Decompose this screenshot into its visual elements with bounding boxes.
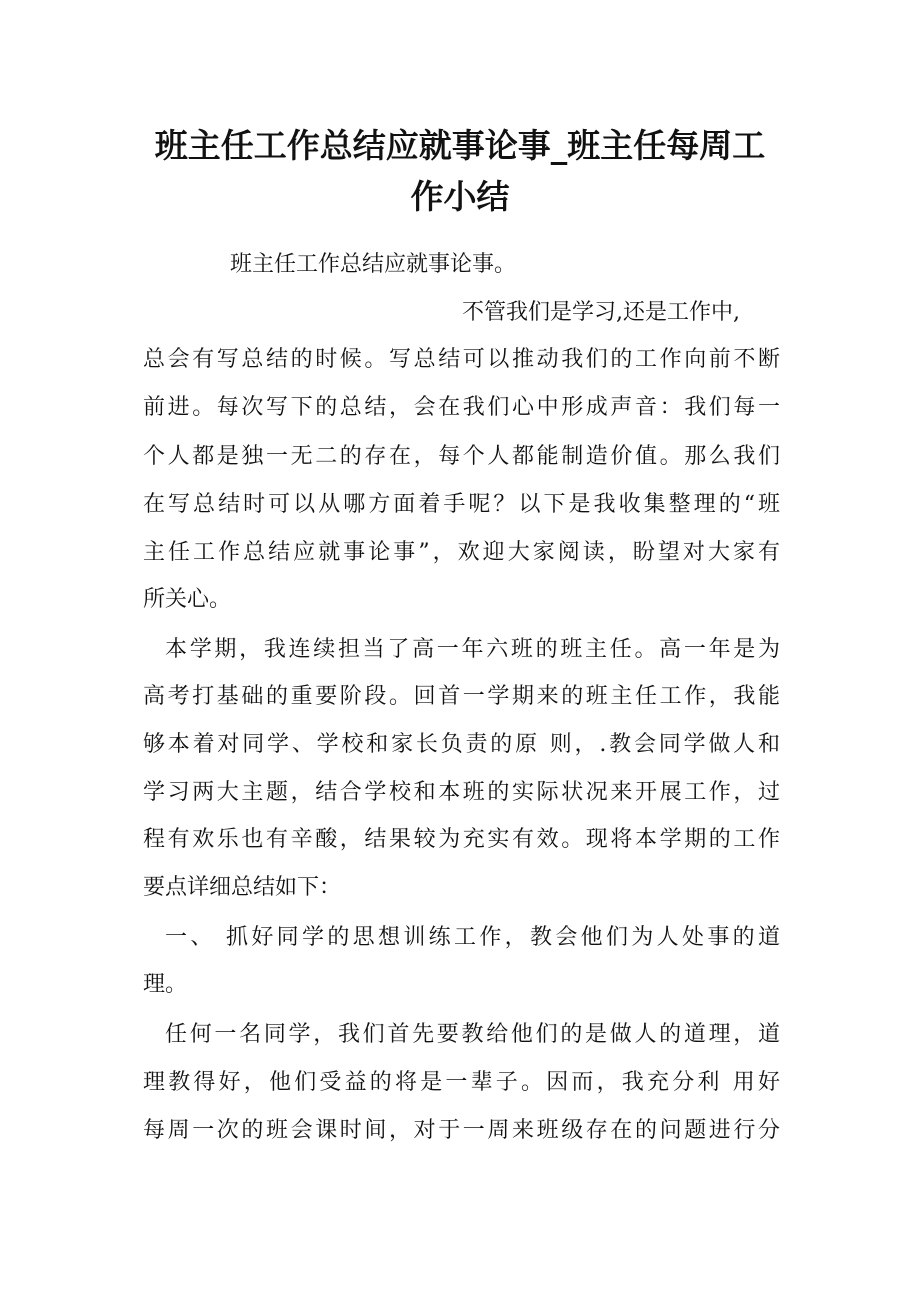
text-line: 不管我们是学习,还是工作中,	[462, 300, 740, 325]
text-line: 主任工作总结应就事论事”，欢迎大家阅读，盼望对大家有	[143, 540, 780, 565]
text-line: 每周一次的班会课时间，对于一周来班级存在的问题进行分	[143, 1118, 780, 1143]
text-line: 本学期，我连续担当了高一年六班的班主任。高一年是为	[165, 637, 780, 662]
text-line: 任何一名同学，我们首先要教给他们的是做人的道理，道	[165, 1022, 780, 1047]
text-line: 总会有写总结的时候。写总结可以推动我们的工作向前不断	[143, 347, 780, 372]
text-line: 个人都是独一无二的存在，每个人都能制造价值。那么我们	[143, 444, 780, 469]
text-line: 前进。每次写下的总结，会在我们心中形成声音：我们每一	[143, 395, 780, 420]
text-line: 够本着对同学、学校和家长负责的原 则，.教会同学做人和	[143, 732, 780, 757]
text-line: 在写总结时可以从哪方面着手呢？以下是我收集整理的“班	[143, 492, 780, 517]
section-heading: 一、 抓好同学的思想训练工作，教会他们为人处事的道	[165, 925, 780, 950]
text-line: 高考打基础的重要阶段。回首一学期来的班主任工作，我能	[143, 684, 780, 709]
text-line: 所关心。	[143, 587, 232, 612]
subtitle: 班主任工作总结应就事论事。	[230, 252, 517, 277]
text-line: 要点详细总结如下：	[143, 875, 342, 900]
document-title-line-1: 班主任工作总结应就事论事_班主任每周工	[154, 126, 766, 165]
section-heading-cont: 理。	[143, 972, 188, 997]
text-line: 学习两大主题，结合学校和本班的实际状况来开展工作，过	[143, 780, 780, 805]
document-title-line-2: 作小结	[410, 177, 510, 216]
text-line: 理教得好，他们受益的将是一辈子。因而，我充分利 用好	[143, 1070, 780, 1095]
text-line: 程有欢乐也有辛酸，结果较为充实有效。现将本学期的工作	[143, 827, 780, 852]
